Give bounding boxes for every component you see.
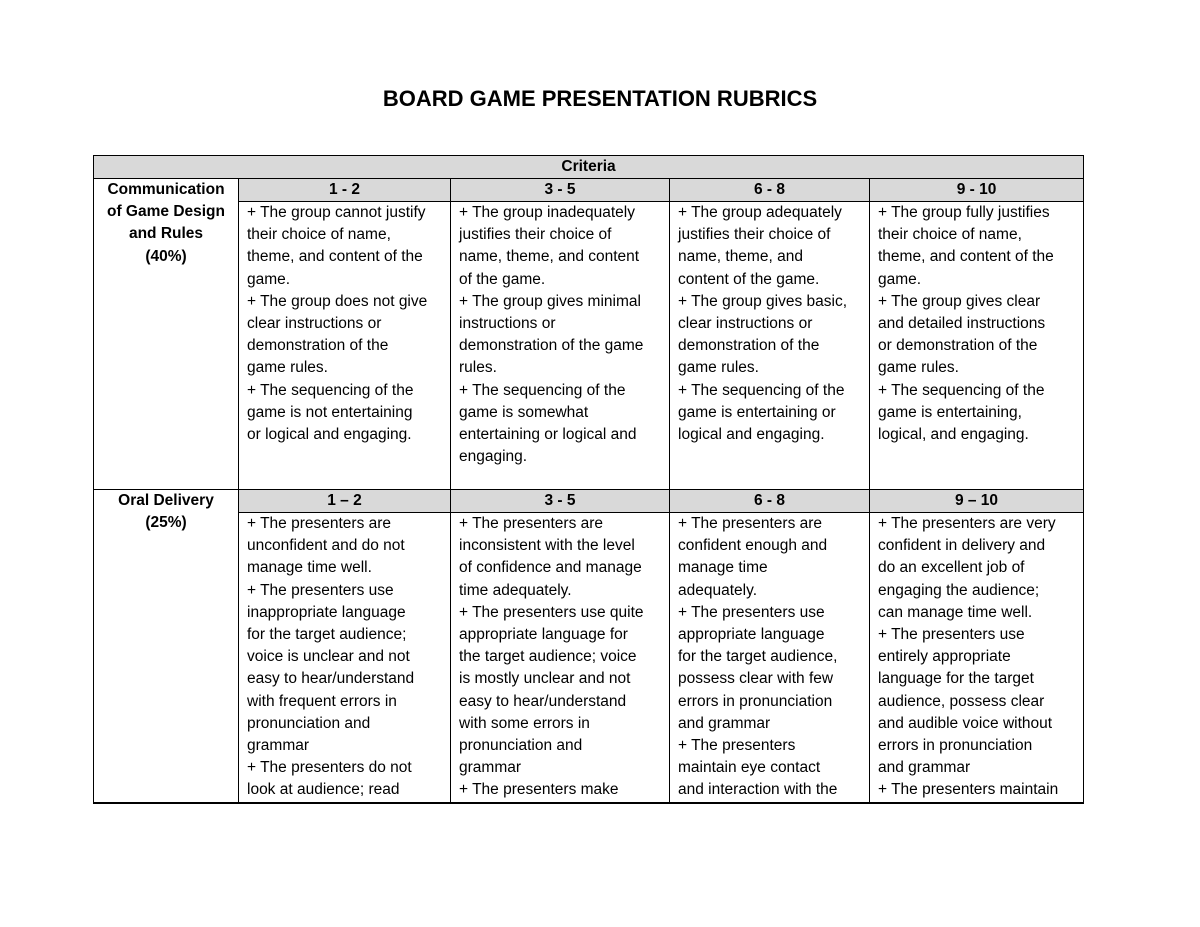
- score-header-row: [94, 179, 1084, 202]
- description-row: [94, 513, 1084, 804]
- criteria-header-row: [94, 156, 1084, 179]
- description-row: [94, 202, 1084, 490]
- score-range: 9 - 10: [870, 179, 1084, 202]
- score-description: + The presenters are inconsistent with the level of confidence and manage time adequately. + The presenters use quite appropriate language for the target audience; voice is mostly unclear and not easy to hear/understand with some errors in pronunciation and grammar + The presenters make: [451, 513, 670, 804]
- score-range: 6 - 8: [670, 179, 870, 202]
- score-range: 9 – 10: [870, 490, 1084, 513]
- criteria-header: Criteria: [94, 156, 1084, 179]
- rubric-table: [93, 155, 1084, 804]
- score-range: 1 - 2: [239, 179, 451, 202]
- score-description: + The group inadequately justifies their choice of name, theme, and content of the game. + The group gives minimal instructions or demonstration of the game rules. + The sequencing of the game is somewhat entertaining or logical and engaging.: [451, 202, 670, 490]
- criterion-name: Oral Delivery (25%): [94, 490, 239, 804]
- score-description: + The group adequately justifies their choice of name, theme, and content of the game. + The group gives basic, clear instructions or demonstration of the game rules. + The sequencing of the game is entertaining or logical and engaging.: [670, 202, 870, 490]
- score-range: 1 – 2: [239, 490, 451, 513]
- score-description: + The presenters are very confident in delivery and do an excellent job of engaging the audience; can manage time well. + The presenters use entirely appropriate language for the target audience, possess clear and audible voice without errors in pronunciation and grammar + The presenters maintain: [870, 513, 1084, 804]
- score-range: 6 - 8: [670, 490, 870, 513]
- score-range: 3 - 5: [451, 179, 670, 202]
- score-range: 3 - 5: [451, 490, 670, 513]
- score-description: + The presenters are unconfident and do not manage time well. + The presenters use inappropriate language for the target audience; voice is unclear and not easy to hear/understand with frequent errors in pronunciation and grammar + The presenters do not look at audience; read: [239, 513, 451, 804]
- score-description: + The presenters are confident enough and manage time adequately. + The presenters use appropriate language for the target audience, possess clear with few errors in pronunciation and grammar + The presenters maintain eye contact and interaction with the: [670, 513, 870, 804]
- score-description: + The group fully justifies their choice of name, theme, and content of the game. + The group gives clear and detailed instructions or demonstration of the game rules. + The sequencing of the game is entertaining, logical, and engaging.: [870, 202, 1084, 490]
- score-header-row: [94, 490, 1084, 513]
- document-title: BOARD GAME PRESENTATION RUBRICS: [382, 86, 818, 111]
- criterion-name: Communication of Game Design and Rules (40%): [94, 179, 239, 490]
- score-description: + The group cannot justify their choice of name, theme, and content of the game. + The group does not give clear instructions or demonstration of the game rules. + The sequencing of the game is not entertaining or logical and engaging.: [239, 202, 451, 490]
